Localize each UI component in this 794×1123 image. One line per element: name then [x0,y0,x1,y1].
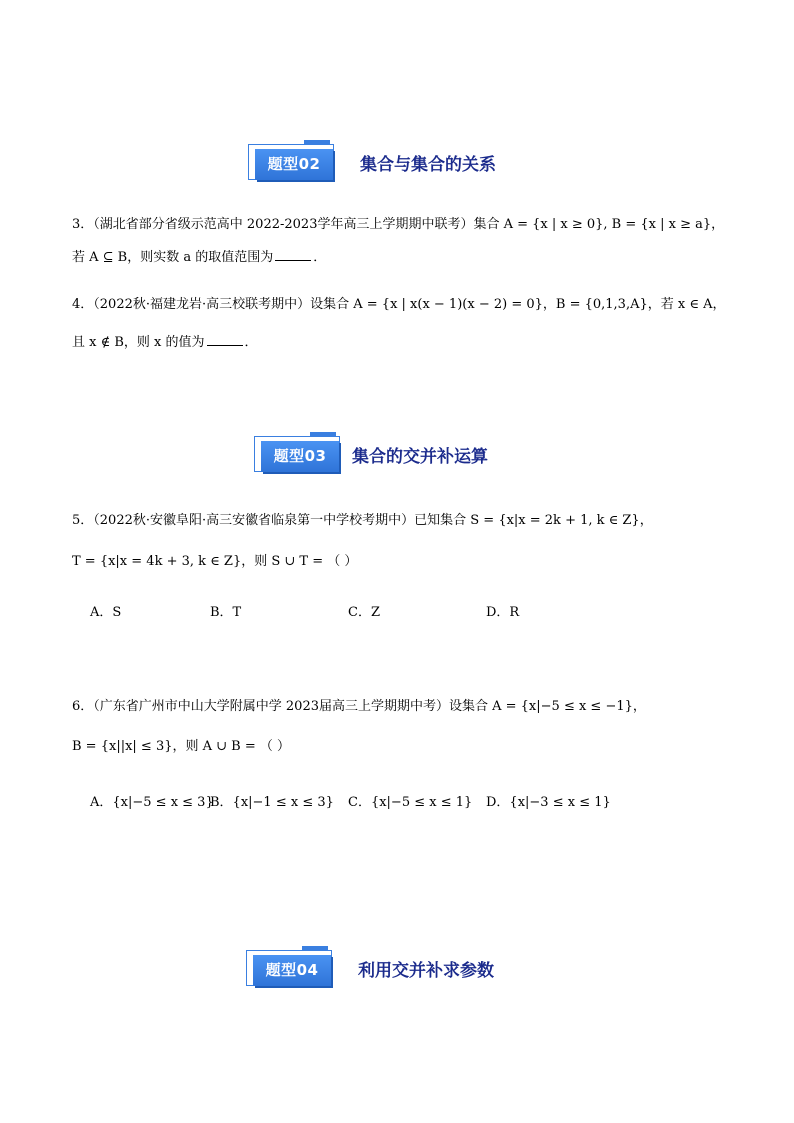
option-d: D．{x|−3 ≤ x ≤ 1} [486,795,611,810]
question-3-line-2 [72,248,326,267]
section-title: 集合的交并补运算 [352,447,488,467]
question-4-text: 且 x ∉ B，则 x 的值为 [72,335,205,350]
question-5-line-2: T = {x|x = 4k + 3, k ∈ Z}，则 S ∪ T = （ ） [72,554,358,569]
section-badge [254,432,346,476]
option-c: C．{x|−5 ≤ x ≤ 1} [348,795,473,810]
question-4-line-2 [72,333,258,352]
section-badge [248,140,340,184]
question-6-line-1: 6．（广东省广州市中山大学附属中学 2023届高三上学期期中考）设集合 A = {x|−5 ≤ x ≤ −1}， [72,699,646,714]
badge-label: 题型04 [253,955,331,986]
question-3-end: ． [313,250,327,265]
question-6-line-2: B = {x||x| ≤ 3}，则 A ∪ B = （ ） [72,739,291,754]
answer-blank [207,333,243,346]
badge-label: 题型02 [255,149,333,180]
option-a: A．S [90,605,122,620]
option-b: B．T [210,605,242,620]
question-3-line-1: 3．（湖北省部分省级示范高中 2022-2023学年高三上学期期中联考）集合 A = {x | x ≥ 0}, B = {x | x ≥ a}， [72,217,725,232]
question-4-end: ． [244,335,258,350]
answer-blank [275,248,311,261]
section-title: 利用交并补求参数 [358,961,494,981]
badge-label: 题型03 [261,441,339,472]
section-title: 集合与集合的关系 [360,155,496,175]
option-a: A．{x|−5 ≤ x ≤ 3} [90,795,214,810]
question-4-line-1: 4．（2022秋·福建龙岩·高三校联考期中）设集合 A = {x | x(x − 1)(x − 2) = 0}，B = {0,1,3,A}，若 x ∈ A， [72,297,726,312]
section-badge [246,946,338,990]
option-b: B．{x|−1 ≤ x ≤ 3} [210,795,334,810]
option-c: C．Z [348,605,380,620]
question-5-line-1: 5．（2022秋·安徽阜阳·高三安徽省临泉第一中学校考期中）已知集合 S = {x|x = 2k + 1, k ∈ Z}， [72,513,653,528]
option-d: D．R [486,605,520,620]
question-3-text: 若 A ⊆ B，则实数 a 的取值范围为 [72,250,274,265]
